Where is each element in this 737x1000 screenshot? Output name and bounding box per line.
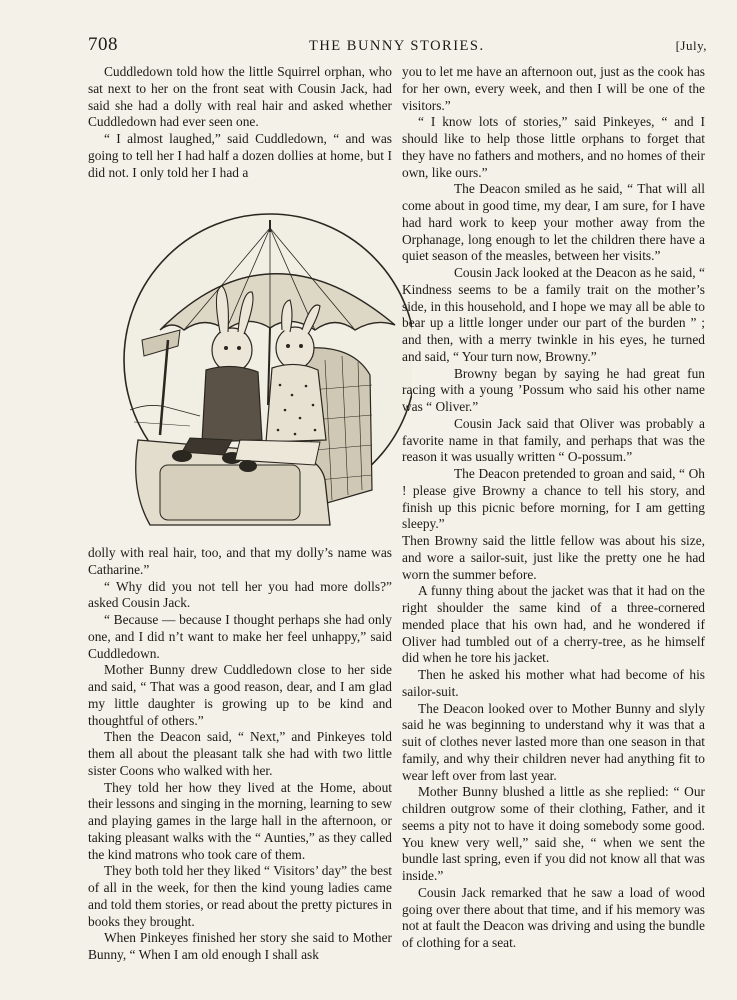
paragraph: “ I know lots of stories,” said Pinkeyes, “ and I should like to help those little orphans to forget that they have no fathers and mothers, and no homes of their own, like ours.” — [402, 114, 705, 180]
paragraph: “ Why did you not tell her you had more dolls?” asked Cousin Jack. — [88, 578, 392, 611]
paragraph: “ Because — because I thought perhaps she had only one, and I did n’t want to make her feel unhappy,” said Cuddledown. — [88, 612, 392, 661]
page-number: 708 — [88, 34, 118, 55]
paragraph: The Deacon looked over to Mother Bunny and slyly said he was beginning to understand why it was that a suit of clothes never lasted more than one season in that family, and why their children never had anything fit to wear left over from last year. — [402, 700, 705, 783]
paragraph: Mother Bunny drew Cuddledown close to her side and said, “ That was a good reason, dear, and I am glad my little daughter is growing up to be kind and thoughtful of others.” — [88, 662, 392, 728]
paragraph: Cuddledown told how the little Squirrel orphan, who sat next to her on the front seat with Cousin Jack, had said she had a dolly with real hair and asked whether Cuddledown had ever seen one. — [88, 64, 392, 130]
paragraph: Cousin Jack said that Oliver was probably a favorite name in that family, and perhaps that was the reason it was usually written “ O-possum.” — [402, 415, 705, 465]
paragraph: Then the Deacon said, “ Next,” and Pinkeyes told them all about the pleasant talk she had with two little sister Coons who walked with her. — [88, 729, 392, 778]
paragraph: Browny began by saying he had great fun racing with a young ’Possum who said his other name was “ Oliver.” — [402, 365, 705, 414]
paragraph: Cousin Jack remarked that he saw a load of wood going over there about that time, and if his memory was not at fault the Deacon was driving and using the bundle of clothing for a seat. — [402, 884, 705, 950]
paragraph: you to let me have an afternoon out, just as the cook has for her own, every week, and then I will be one of the visitors.” — [402, 64, 705, 113]
paragraph: Then Browny said the little fellow was about his size, and wore a sailor-suit, just like the pretty one he had worn the summer before. — [402, 533, 705, 582]
left-column-bottom — [88, 545, 392, 964]
running-header — [88, 34, 707, 56]
paragraph: A funny thing about the jacket was that it had on the right shoulder the same kind of a three-cornered mended place that his own had, and he wondered if Oliver had tumbled out of a cherry-tree, as he himself did when he tore his jacket. — [402, 583, 705, 666]
paragraph: The Deacon smiled as he said, “ That will all come about in good time, my dear, I am sure, for I have had hard work to keep your mother away from the Orphanage, long enough to let the children there have a quiet season of the measles, between her visits.” — [402, 181, 705, 264]
paragraph: When Pinkeyes finished her story she said to Mother Bunny, “ When I am old enough I shall ask — [88, 930, 392, 962]
paragraph: The Deacon pretended to groan and said, “ Oh ! please give Browny a chance to tell his story, and finish up this picnic before morning, for I am getting sleepy.” — [402, 466, 705, 532]
running-month: [July, — [675, 38, 707, 53]
paragraph: They told her how they lived at the Home, about their lessons and singing in the morning, learning to sew and playing games in the large hall in the afternoon, or taking pleasant walks with the “ Aunties,” as they called the kind matrons who took care of them. — [88, 779, 392, 862]
paragraph: “ I almost laughed,” said Cuddledown, “ and was going to tell her I had half a dozen dollies at home, but I did not. I only told her I had a — [88, 131, 392, 180]
bunnies-umbrella-illustration — [120, 190, 412, 530]
paragraph: Then he asked his mother what had become of his sailor-suit. — [402, 667, 705, 699]
right-column — [402, 64, 705, 952]
left-column-top — [88, 64, 392, 181]
paragraph: They both told her they liked “ Visitors’ day” the best of all in the week, for then the kind young ladies came and told them stories, or read about the pretty pictures in books they brought. — [88, 863, 392, 929]
paragraph: Mother Bunny blushed a little as she replied: “ Our children outgrow some of their clothing, Father, and it seems a pity not to have it doing somebody some good. You knew very well,” said she, “ when we sent the bundle last spring, even if you did not know all that was inside.” — [402, 784, 705, 883]
running-title: THE BUNNY STORIES. — [308, 38, 485, 54]
paragraph: Cousin Jack looked at the Deacon as he said, “ Kindness seems to be a family trait on the mother’s side, in this household, and I hope we may all be able to bear up a little longer under our part of the burden ” ; and then, with a merry twinkle in his eyes, he turned and said, “ Your turn now, Browny.” — [402, 265, 705, 364]
paragraph: dolly with real hair, too, and that my dolly’s name was Catharine.” — [88, 545, 392, 577]
